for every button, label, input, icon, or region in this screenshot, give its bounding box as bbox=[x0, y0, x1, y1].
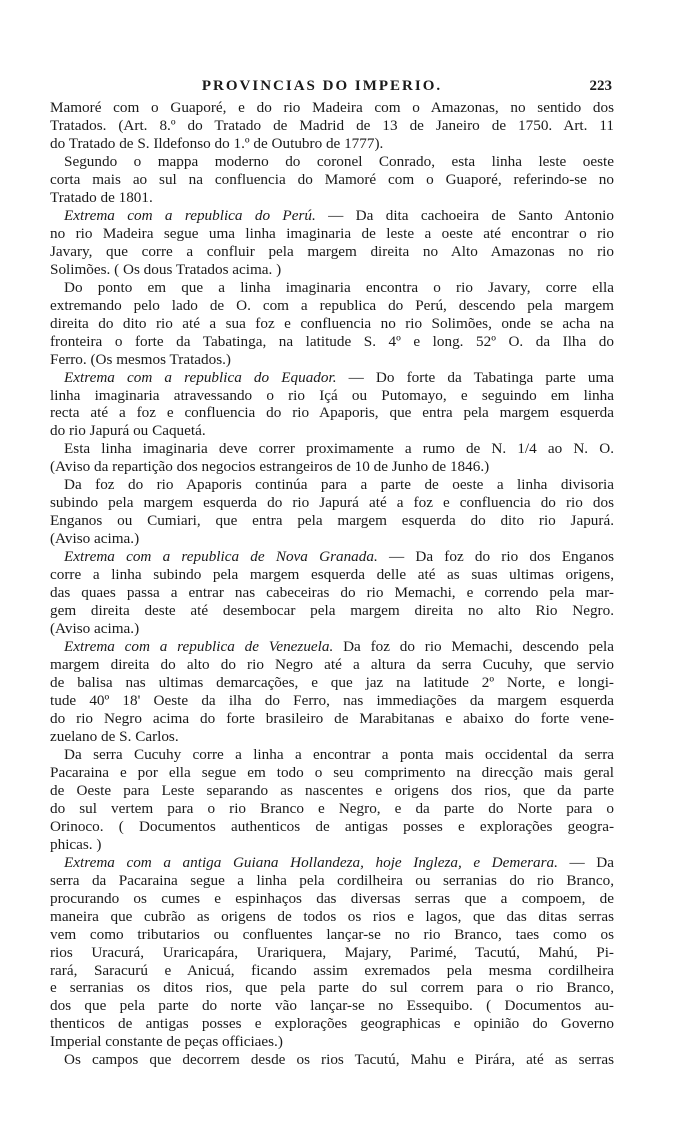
line-text: no rio Madeira segue uma linha imaginaria de leste a oeste até encontrar o rio bbox=[50, 224, 614, 242]
text-line bbox=[50, 944, 614, 962]
line-text: de balisa nas ultimas demarcações, e que jaz na latitude 2º Norte, e longi- bbox=[50, 674, 614, 691]
text-line bbox=[50, 494, 614, 512]
text-line bbox=[50, 908, 614, 926]
text-line bbox=[50, 764, 614, 782]
line-text: vem como tributarios ou confluentes lançar-se no rio Branco, taes como os bbox=[50, 925, 614, 943]
text-line bbox=[50, 1033, 614, 1051]
page-number: 223 bbox=[589, 78, 612, 94]
line-text: Da foz do rio Apaporis continúa para a parte de oeste a linha divisoria bbox=[64, 476, 614, 494]
text-line bbox=[50, 854, 614, 872]
line-text: zuelano de S. Carlos. bbox=[50, 727, 179, 745]
paragraph bbox=[50, 153, 614, 207]
paragraph bbox=[50, 99, 614, 153]
line-text: procurando os cumes e espinhaços das diversas serras que a compoem, de bbox=[50, 889, 614, 907]
line-text: phicas. ) bbox=[50, 835, 102, 853]
line-text: (Aviso acima.) bbox=[50, 620, 140, 638]
paragraph bbox=[50, 440, 614, 476]
line-text: Do ponto em que a linha imaginaria encontra o rio Javary, corre ella bbox=[64, 278, 614, 296]
text-line bbox=[50, 261, 614, 279]
line-text: thenticos de antigas posses e explorações geographicas e opinião do Governo bbox=[50, 1015, 614, 1033]
paragraph bbox=[50, 476, 614, 548]
line-text: corta mais ao sul na confluencia do Mamoré com o Guaporé, referindo-se no bbox=[50, 170, 614, 188]
line-text: Javary, que corre a confluir pela margem direita no Alto Amazonas no rio bbox=[50, 242, 614, 260]
text-line bbox=[50, 836, 614, 854]
line-text: Mamoré com o Guaporé, e do rio Madeira com o Amazonas, no sentido dos bbox=[50, 99, 614, 116]
text-line bbox=[50, 584, 614, 602]
line-text: do rio Negro acima do forte brasileiro de Marabitanas e abaixo do forte vene- bbox=[50, 709, 614, 727]
text-line bbox=[50, 135, 614, 153]
line-text: Tratado de 1801. bbox=[50, 188, 153, 206]
text-line bbox=[50, 351, 614, 369]
text-line bbox=[50, 872, 614, 890]
paragraph bbox=[50, 279, 614, 369]
text-line bbox=[50, 800, 614, 818]
text-line bbox=[50, 297, 614, 315]
text-line bbox=[50, 1051, 614, 1069]
text-line bbox=[50, 153, 614, 171]
text-line bbox=[50, 279, 614, 297]
text-line bbox=[50, 890, 614, 908]
text-line bbox=[50, 422, 614, 440]
text-line bbox=[50, 548, 614, 566]
line-text: — Da foz do rio dos Enganos bbox=[377, 548, 614, 566]
text-line bbox=[50, 979, 614, 997]
line-text: Ferro. (Os mesmos Tratados.) bbox=[50, 350, 231, 368]
line-text: Solimões. ( Os dous Tratados acima. ) bbox=[50, 260, 282, 278]
line-text: maneira que cubrão as origens de todos os rios e lagos, que das ditas serras bbox=[50, 907, 614, 925]
text-line bbox=[50, 566, 614, 584]
body-text bbox=[50, 99, 614, 1069]
running-title: PROVINCIAS DO IMPERIO. bbox=[201, 78, 443, 94]
line-text: corre a linha subindo pela margem esquerda delle até as suas ultimas origens, bbox=[50, 566, 614, 584]
line-text: Orinoco. ( Documentos authenticos de antigas posses e explorações geogra- bbox=[50, 817, 614, 835]
text-line bbox=[50, 728, 614, 746]
text-line bbox=[50, 997, 614, 1015]
text-line bbox=[50, 117, 614, 135]
text-line bbox=[50, 962, 614, 980]
line-text: rios Uracurá, Uraricapára, Urariquera, Majary, Parimé, Tacutú, Mahú, Pi- bbox=[50, 943, 614, 961]
italic-heading: Extrema com a republica de Nova Granada. bbox=[64, 548, 378, 566]
text-line bbox=[50, 315, 614, 333]
text-line bbox=[50, 782, 614, 800]
text-line bbox=[50, 440, 614, 458]
line-text: do sul vertem para o rio Branco e Negro, e da parte do Norte para o bbox=[50, 799, 614, 817]
line-text: Segundo o mappa moderno do coronel Conrado, esta linha leste oeste bbox=[64, 152, 614, 170]
text-line bbox=[50, 692, 614, 710]
text-line bbox=[50, 99, 614, 117]
line-text: do rio Japurá ou Caquetá. bbox=[50, 422, 206, 440]
text-line bbox=[50, 656, 614, 674]
text-line bbox=[50, 404, 614, 422]
paragraph bbox=[50, 369, 614, 441]
text-line bbox=[50, 926, 614, 944]
paragraph bbox=[50, 854, 614, 1052]
line-text: Da foz do rio Memachi, descendo pela bbox=[333, 638, 614, 656]
line-text: fronteira o forte da Tabatinga, na latitude S. 4º e long. 52º O. da Ilha do bbox=[50, 332, 614, 350]
text-line bbox=[50, 674, 614, 692]
line-text: rará, Saracurú e Anicuá, ficando assim exremados pela mesma cordilheira bbox=[50, 961, 614, 979]
paragraph bbox=[50, 746, 614, 854]
text-line bbox=[50, 225, 614, 243]
line-text: Os campos que decorrem desde os rios Tacutú, Mahu e Pirára, até as serras bbox=[64, 1051, 614, 1069]
line-text: Tratados. (Art. 8.º do Tratado de Madrid de 13 de Janeiro de 1750. Art. 11 bbox=[50, 116, 614, 134]
book-page bbox=[50, 74, 614, 1069]
paragraph bbox=[50, 207, 614, 279]
line-text: do Tratado de S. Ildefonso do 1.º de Outubro de 1777). bbox=[50, 134, 384, 152]
text-line bbox=[50, 333, 614, 351]
text-line bbox=[50, 458, 614, 476]
line-text: linha imaginaria atravessando o rio Içá ou Putomayo, e seguindo em linha bbox=[50, 386, 614, 404]
text-line bbox=[50, 710, 614, 728]
line-text: (Aviso acima.) bbox=[50, 530, 140, 548]
text-line bbox=[50, 476, 614, 494]
line-text: gem direita deste até desembocar pela margem direita no alto Rio Negro. bbox=[50, 602, 614, 620]
line-text: — Do forte da Tabatinga parte uma bbox=[336, 368, 614, 386]
line-text: (Aviso da repartição dos negocios estrangeiros de 10 de Junho de 1846.) bbox=[50, 458, 490, 476]
line-text: serra da Pacaraina segue a linha pela cordilheira ou serranias do rio Branco, bbox=[50, 871, 614, 889]
line-text: Enganos ou Cumiari, que entra pela margem esquerda do dito rio Japurá. bbox=[50, 512, 614, 530]
line-text: recta até a foz e confluencia do rio Apaporis, que entra pela margem esquerda bbox=[50, 404, 614, 422]
line-text: das quaes passa a entrar nas cabeceiras do rio Memachi, e correndo pela mar- bbox=[50, 584, 614, 602]
text-line bbox=[50, 620, 614, 638]
text-line bbox=[50, 746, 614, 764]
line-text: Da serra Cucuhy corre a linha a encontrar a ponta mais occidental da serra bbox=[64, 745, 614, 763]
line-text: de Oeste para Leste separando as nascentes e origens dos rios, que da parte bbox=[50, 781, 614, 799]
line-text: margem direita do alto do rio Negro até a altura da serra Cucuhy, que servio bbox=[50, 656, 614, 674]
line-text: Imperial constante de peças officiaes.) bbox=[50, 1033, 283, 1051]
paragraph bbox=[50, 638, 614, 746]
line-text: direita do dito rio até a sua foz e confluencia no rio Solimões, onde se acha na bbox=[50, 314, 614, 332]
italic-heading: Extrema com a republica do Perú. bbox=[64, 206, 316, 224]
italic-heading: Extrema com a republica de Venezuela. bbox=[64, 638, 334, 656]
text-line bbox=[50, 818, 614, 836]
line-text: — Da bbox=[557, 853, 614, 871]
text-line bbox=[50, 171, 614, 189]
italic-heading: Extrema com a antiga Guiana Hollandeza, hoje Ingleza, e Demerara. bbox=[64, 853, 558, 871]
text-line bbox=[50, 530, 614, 548]
line-text: dos que pela parte do norte vão lançar-se no Essequibo. ( Documentos au- bbox=[50, 997, 614, 1015]
line-text: Esta linha imaginaria deve correr proximamente a rumo de N. 1/4 ao N. O. bbox=[64, 440, 614, 458]
paragraph bbox=[50, 548, 614, 638]
text-line bbox=[50, 602, 614, 620]
running-head bbox=[50, 74, 614, 96]
line-text: extremando pelo lado de O. com a republica do Perú, descendo pela margem bbox=[50, 296, 614, 314]
line-text: — Da dita cachoeira de Santo Antonio bbox=[315, 206, 614, 224]
text-line bbox=[50, 638, 614, 656]
line-text: tude 40º 18' Oeste da ilha do Ferro, nas immediações da margem esquerda bbox=[50, 691, 614, 709]
text-line bbox=[50, 189, 614, 207]
line-text: e serranias os ditos rios, que pela parte do sul correm para o rio Branco, bbox=[50, 979, 614, 997]
line-text: Pacaraina e por ella segue em todo o seu comprimento na direcção mais geral bbox=[50, 763, 614, 781]
paragraph bbox=[50, 1051, 614, 1069]
line-text: subindo pela margem esquerda do rio Japurá até a foz e confluencia do rio dos bbox=[50, 494, 614, 512]
italic-heading: Extrema com a republica do Equador. bbox=[64, 368, 337, 386]
text-line bbox=[50, 512, 614, 530]
text-line bbox=[50, 207, 614, 225]
text-line bbox=[50, 243, 614, 261]
text-line bbox=[50, 1015, 614, 1033]
text-line bbox=[50, 387, 614, 405]
text-line bbox=[50, 369, 614, 387]
